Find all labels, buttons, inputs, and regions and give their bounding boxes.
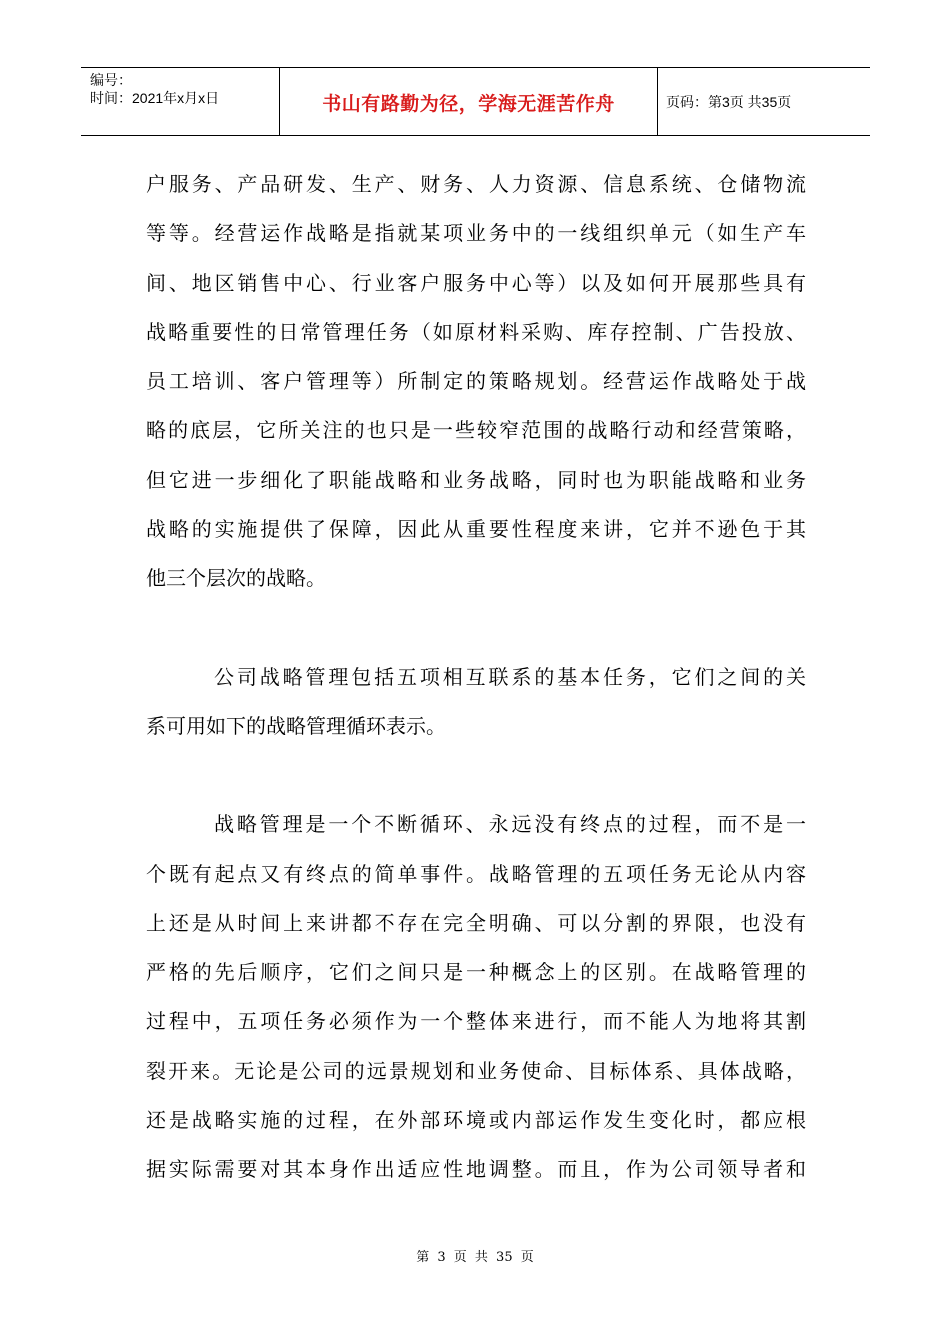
paragraph-3 [146,800,806,1194]
page-footer: 第 3 页 共 35 页 [416,1250,534,1265]
paragraph-2 [146,653,806,752]
text-line: 户服务、产品研发、生产、财务、人力资源、信息系统、仓储物流 [146,172,806,196]
text-line: 个既有起点又有终点的简单事件。战略管理的五项任务无论从内容 [146,861,806,886]
text-line: 略的底层，它所关注的也只是一些较窄范围的战略行动和经营策略， [146,418,806,443]
header-page-info: 页码：第3页 共35页 [666,93,792,110]
text-line: 过程中，五项任务必须作为一个整体来进行，而不能人为地将其割 [146,1009,806,1034]
header-meta-cell [81,68,280,135]
text-line: 系可用如下的战略管理循环表示。 [146,713,446,738]
document-body [146,160,806,1195]
document-time-label: 时间：2021年x月x日 [90,90,220,106]
text-line: 等等。经营运作战略是指就某项业务中的一线组织单元（如生产车 [146,221,806,246]
paragraph-1 [146,160,806,604]
text-line: 但它进一步细化了职能战略和业务战略，同时也为职能战略和业务 [146,467,806,492]
text-line: 上还是从时间上来讲都不存在完全明确、可以分割的界限，也没有 [146,910,806,935]
text-line: 公司战略管理包括五项相互联系的基本任务，它们之间的关 [214,664,806,689]
text-line: 战略的实施提供了保障，因此从重要性程度来讲，它并不逊色于其 [146,517,806,542]
text-line: 员工培训、客户管理等）所制定的策略规划。经营运作战略处于战 [146,369,806,394]
text-line: 还是战略实施的过程，在外部环境或内部运作发生变化时，都应根 [146,1108,806,1133]
text-line: 严格的先后顺序，它们之间只是一种概念上的区别。在战略管理的 [146,960,806,985]
text-line: 他三个层次的战略。 [146,566,326,591]
text-line: 据实际需要对其本身作出适应性地调整。而且，作为公司领导者和 [146,1157,806,1182]
text-line: 裂开来。无论是公司的远景规划和业务使命、目标体系、具体战略， [146,1058,806,1083]
text-line: 间、地区销售中心、行业客户服务中心等）以及如何开展那些具有 [146,270,806,295]
text-line: 战略重要性的日常管理任务（如原材料采购、库存控制、广告投放、 [146,319,806,344]
header-motto: 书山有路勤为径，学海无涯苦作舟 [280,68,658,135]
document-number-label: 编号： [90,72,132,88]
text-line: 战略管理是一个不断循环、永远没有终点的过程，而不是一 [214,812,806,837]
document-header [81,67,870,136]
